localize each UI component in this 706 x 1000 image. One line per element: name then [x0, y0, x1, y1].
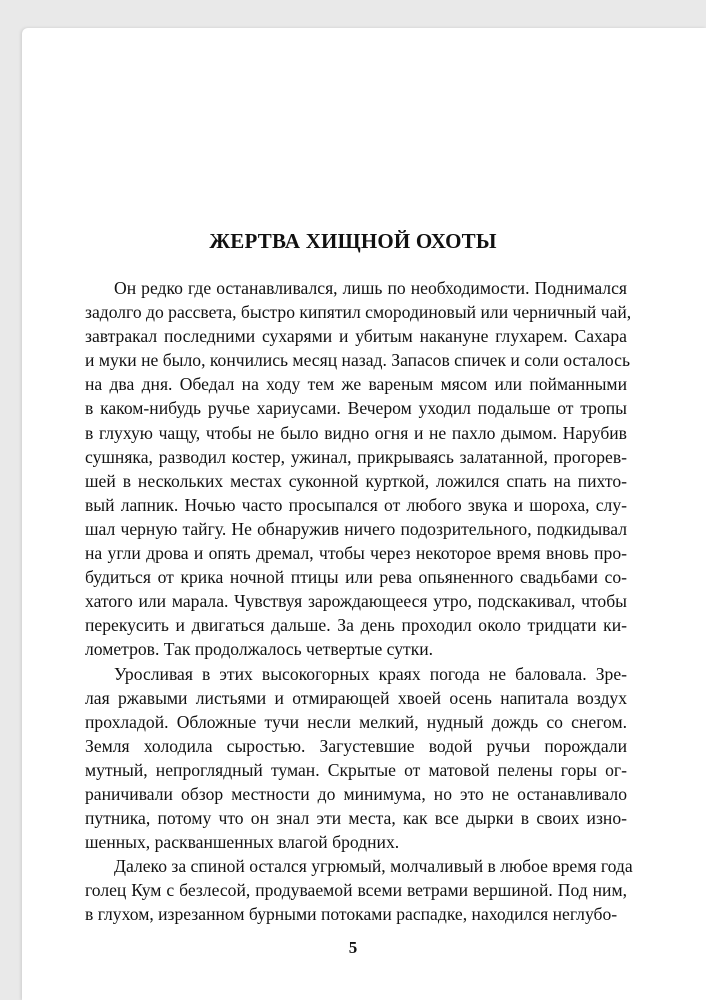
- text-line: задолго до рассвета, быстро кипятил смородиновый или черничный чай,: [85, 302, 632, 323]
- text-line: прохладой. Обложные тучи несли мелкий, нудный дождь со снегом.: [85, 711, 627, 732]
- text-line: мутный, непроглядный туман. Скрытые от матовой пелены горы ог-: [85, 759, 627, 780]
- text-line: раничивали обзор местности до минимума, но это не останавливало: [85, 783, 627, 804]
- text-line: вый лапник. Ночью часто просыпался от любого звука и шороха, слу-: [85, 494, 627, 515]
- paragraph: [85, 662, 627, 855]
- text-line: шал черную тайгу. Не обнаружив ничего подозрительного, подкидывал: [85, 518, 627, 539]
- text-line: завтракал последними сухарями и убитым накануне глухарем. Сахара: [85, 326, 627, 347]
- text-line: на угли дрова и опять дремал, чтобы через некоторое время вновь про-: [85, 543, 627, 564]
- paragraph: [85, 854, 633, 926]
- text-line: перекусить и двигаться дальше. За день проходил около тридцати ки-: [85, 615, 627, 636]
- text-line: на два дня. Обедал на ходу тем же вареным мясом или пойманными: [85, 374, 627, 395]
- text-line: Земля холодила сыростью. Загустевшие водой ручьи порождали: [85, 735, 627, 756]
- text-line: шенных, раскваншенных влагой бродних.: [85, 832, 400, 853]
- text-line: Он редко где останавливался, лишь по необходимости. Поднимался: [114, 278, 627, 298]
- text-line: в каком-нибудь ручье хариусами. Вечером уходил подальше от тропы: [85, 398, 627, 419]
- text-line: голец Кум с безлесой, продуваемой всеми ветрами вершиной. Под ним,: [85, 880, 627, 901]
- text-line: сушняка, разводил костер, ужинал, прикрываясь залатанной, прогорев-: [85, 446, 627, 467]
- text-line: шей в нескольких местах суконной курткой, ложился спать на пихто-: [85, 470, 627, 491]
- text-line: лая ржавыми листьями и отмирающей хвоей осень напитала воздух: [85, 687, 627, 708]
- paragraph: [85, 276, 632, 662]
- chapter-title: ЖЕРТВА ХИЩНОЙ ОХОТЫ: [209, 229, 497, 253]
- text-line: Далеко за спиной остался угрюмый, молчаливый в любое время года: [114, 856, 633, 877]
- text-line: будиться от крика ночной птицы или рева опьяненного свадьбами со-: [85, 567, 627, 588]
- text-line: хатого или марала. Чувствуя зарождающееся утро, подскакивал, чтобы: [85, 591, 627, 612]
- chapter-body: [85, 276, 633, 927]
- text-line: и муки не было, кончились месяц назад. Запасов спичек и соли осталось: [85, 350, 630, 371]
- text-line: путника, потому что он знал эти места, как все дырки в своих изно-: [85, 808, 627, 829]
- page-number: 5: [348, 938, 358, 957]
- text-line: лометров. Так продолжалось четвертые сутки.: [85, 639, 434, 660]
- text-line: в глухую чащу, чтобы не было видно огня и не пахло дымом. Нарубив: [85, 422, 627, 443]
- text-line: в глухом, изрезанном бурными потоками распадке, находился неглубо-: [85, 904, 618, 925]
- text-line: Уросливая в этих высокогорных краях погода не баловала. Зре-: [114, 663, 627, 684]
